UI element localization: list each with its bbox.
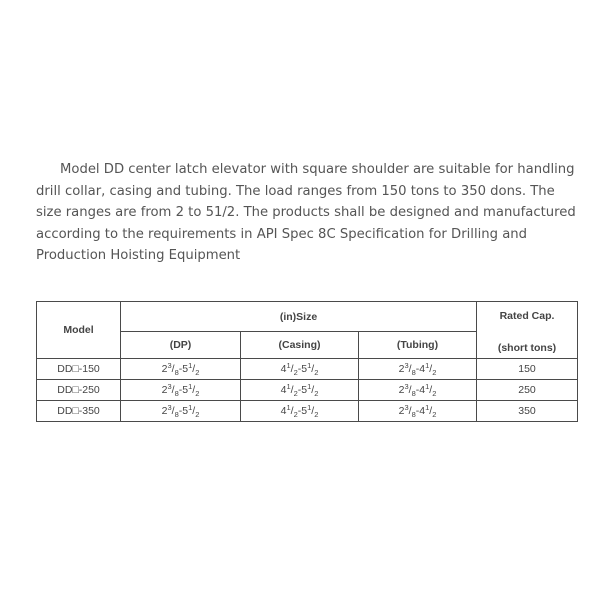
model-cell: DD□-350: [37, 401, 121, 422]
tubing-size-cell: $2^3/_8-4^1/_2$: [359, 401, 477, 422]
model-cell: DD□-250: [37, 380, 121, 401]
capacity-cell: 350: [477, 401, 578, 422]
description-text: Model DD center latch elevator with square shoulder are suitable for handling drill collar, casing and tubing. The load ranges from 150 tons to 350 dons. The size ranges are from 2 to 51/2. The products shall be designed and manufactured according to the requirements in API Spec 8C Specification for Drilling and Production Hoisting Equipment: [36, 162, 576, 264]
rated-capacity-unit: (short tons): [497, 341, 557, 354]
capacity-cell: 250: [477, 380, 578, 401]
header-row: [37, 302, 578, 332]
tubing-size-cell: $2^3/_8-4^1/_2$: [359, 380, 477, 401]
tubing-header: (Tubing): [359, 332, 477, 359]
casing-size-cell: $4^1/_2-5^1/_2$: [241, 401, 359, 422]
table-row: [37, 359, 578, 380]
casing-header: (Casing): [241, 332, 359, 359]
product-description: [36, 159, 576, 267]
table-row: [37, 380, 578, 401]
table-row: [37, 401, 578, 422]
size-header: (in)Size: [121, 302, 477, 332]
dp-size-cell: $2^3/_8-5^1/_2$: [121, 359, 241, 380]
spec-table: [36, 301, 578, 422]
casing-size-cell: $4^1/_2-5^1/_2$: [241, 380, 359, 401]
dp-size-cell: $2^3/_8-5^1/_2$: [121, 380, 241, 401]
dp-size-cell: $2^3/_8-5^1/_2$: [121, 401, 241, 422]
model-cell: DD□-150: [37, 359, 121, 380]
rated-capacity-label: Rated Cap.: [499, 309, 555, 322]
dp-header: (DP): [121, 332, 241, 359]
casing-size-cell: $4^1/_2-5^1/_2$: [241, 359, 359, 380]
rated-capacity-header: [477, 302, 578, 359]
model-header: Model: [37, 302, 121, 359]
tubing-size-cell: $2^3/_8-4^1/_2$: [359, 359, 477, 380]
capacity-cell: 150: [477, 359, 578, 380]
